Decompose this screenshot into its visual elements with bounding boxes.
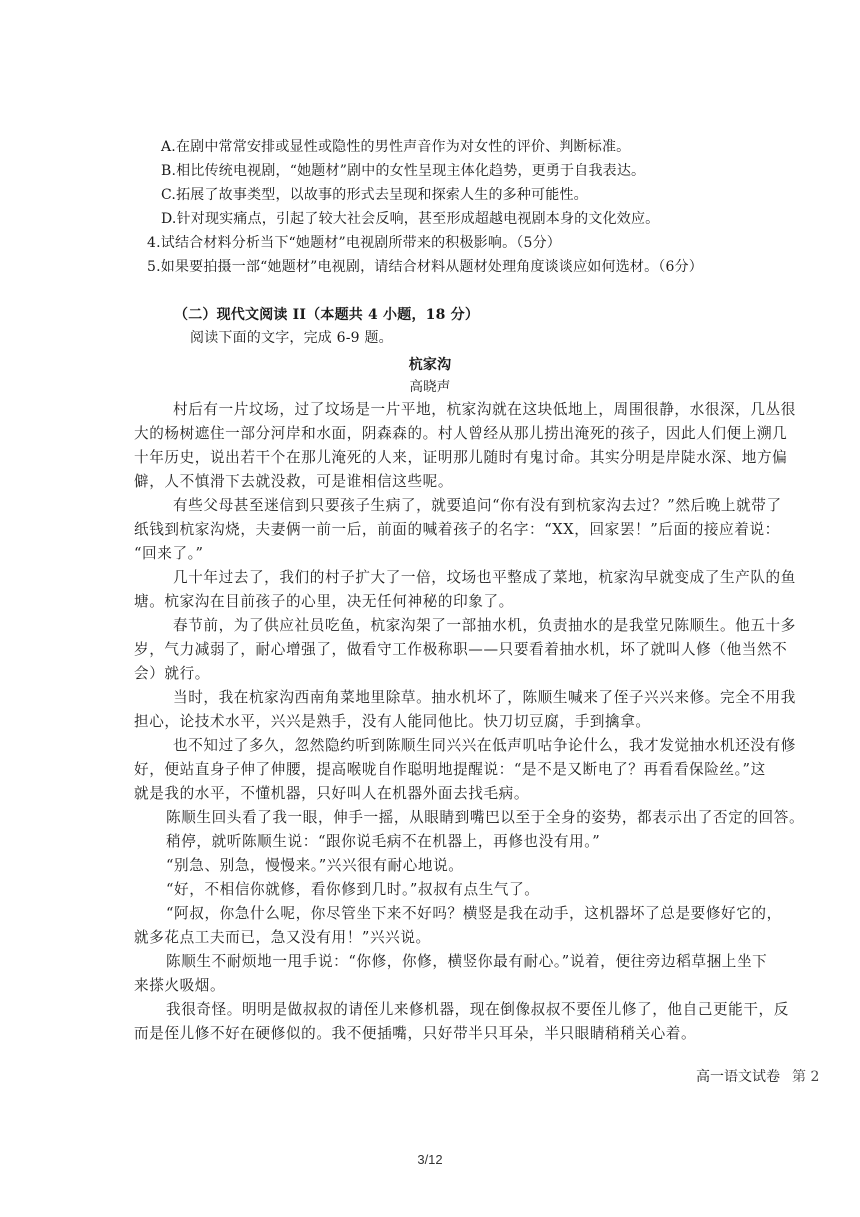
story-line: 陈顺生不耐烦地一甩手说：“你修，你修，横竖你最有耐心。”说着，便往旁边稻草捆上坐下 <box>166 953 768 970</box>
section-instruction: 阅读下面的文字，完成 6-9 题。 <box>190 330 393 346</box>
story-line: 就多花点工夫而已，急又没有用！”兴兴说。 <box>134 929 431 946</box>
story-line: 村后有一片坟场，过了坟场是一片平地，杭家沟就在这块低地上，周围很静，水很深，几丛很 <box>173 401 796 418</box>
story-line: “阿叔，你急什么呢，你尽管坐下来不好吗？横竖是我在动手，这机器坏了总是要修好它的， <box>166 905 782 922</box>
option-c: C.拓展了故事类型，以故事的形式去呈现和探索人生的多种可能性。 <box>161 187 588 203</box>
story-line: 也不知过了多久，忽然隐约听到陈顺生同兴兴在低声叽咕争论什么，我才发觉抽水机还没有修 <box>173 737 796 754</box>
story-line: 稍停，就听陈顺生说：“跟你说毛病不在机器上，再修也没有用。” <box>166 833 601 850</box>
option-b: B.相比传统电视剧，“她题材”剧中的女性呈现主体化趋势，更勇于自我表达。 <box>161 163 646 179</box>
option-d: D.针对现实痛点，引起了较大社会反响，甚至形成超越电视剧本身的文化效应。 <box>161 211 660 227</box>
story-line: 来搽火吸烟。 <box>134 977 226 994</box>
story-line: 陈顺生回头看了我一眼，伸手一摇，从眼睛到嘴巴以至于全身的姿势，都表示出了否定的回答。 <box>166 809 805 826</box>
footer-label: 高一语文试卷 <box>696 1069 780 1085</box>
story-line: 大的杨树遮住一部分河岸和水面，阴森森的。村人曾经从那儿捞出淹死的孩子，因此人们便上溯几 <box>134 425 788 442</box>
story-line: 岁，气力减弱了，耐心增强了，做看守工作极称职——只要看着抽水机，坏了就叫人修（他当然不 <box>134 641 788 658</box>
footer-page-marker: 第 2 <box>792 1069 820 1085</box>
story-line: 我很奇怪。明明是做叔叔的请侄儿来修机器，现在倒像叔叔不要侄儿修了，他自己更能干，反 <box>166 1001 789 1018</box>
story-line: 好，便站直身子伸了伸腰，提高喉咙自作聪明地提醒说：“是不是又断电了？再看看保险丝。”这 <box>134 761 766 778</box>
story-line: 有些父母甚至迷信到只要孩子生病了，就要追问“你有没有到杭家沟去过？”然后晚上就带了 <box>173 497 782 514</box>
section-heading: （二）现代文阅读 II（本题共 4 小题，18 分） <box>174 307 480 323</box>
story-line: 当时，我在杭家沟西南角菜地里除草。抽水机坏了，陈顺生喊来了侄子兴兴来修。完全不用我 <box>173 689 796 706</box>
question-5: 5.如果要拍摄一部“她题材”电视剧，请结合材料从题材处理角度谈谈应如何选材。（6分） <box>147 259 703 275</box>
question-4: 4.试结合材料分析当下“她题材”电视剧所带来的积极影响。（5分） <box>147 235 561 251</box>
story-line: 就是我的水平，不懂机器，只好叫人在机器外面去找毛病。 <box>134 785 530 802</box>
page-number: 3/12 <box>417 1152 443 1167</box>
story-line: “别急、别急，慢慢来。”兴兴很有耐心地说。 <box>166 857 464 874</box>
story-line: “回来了。” <box>134 545 204 562</box>
story-line: 纸钱到杭家沟烧，夫妻俩一前一后，前面的喊着孩子的名字：“XX，回家罢！”后面的接应着说： <box>134 521 780 538</box>
story-line: 会）就行。 <box>134 665 210 682</box>
story-author: 高晓声 <box>409 379 451 395</box>
story-line: 几十年过去了，我们的村子扩大了一倍，坟场也平整成了菜地，杭家沟早就变成了生产队的鱼 <box>173 569 796 586</box>
story-line: “好，不相信你就修，看你修到几时。”叔叔有点生气了。 <box>166 881 540 898</box>
story-line: 春节前，为了供应社员吃鱼，杭家沟架了一部抽水机，负责抽水的是我堂兄陈顺生。他五十多 <box>173 617 796 634</box>
option-a: A.在剧中常常安排或显性或隐性的男性声音作为对女性的评价、判断标准。 <box>161 139 631 155</box>
story-line: 而是侄儿修不好在硬修似的。我不便插嘴，只好带半只耳朵，半只眼睛稍稍关心着。 <box>134 1025 697 1042</box>
story-line: 僻，人不慎滑下去就没救，可是谁相信这些呢。 <box>134 473 454 490</box>
story-line: 十年历史，说出若干个在那儿淹死的人来，证明那儿随时有鬼讨命。其实分明是岸陡水深、地方偏 <box>134 449 788 466</box>
story-title: 杭家沟 <box>408 357 452 373</box>
story-line: 担心，论技术水平，兴兴是熟手，没有人能同他比。快刀切豆腐，手到擒拿。 <box>134 713 651 730</box>
story-line: 塘。杭家沟在目前孩子的心里，决无任何神秘的印象了。 <box>134 593 514 610</box>
